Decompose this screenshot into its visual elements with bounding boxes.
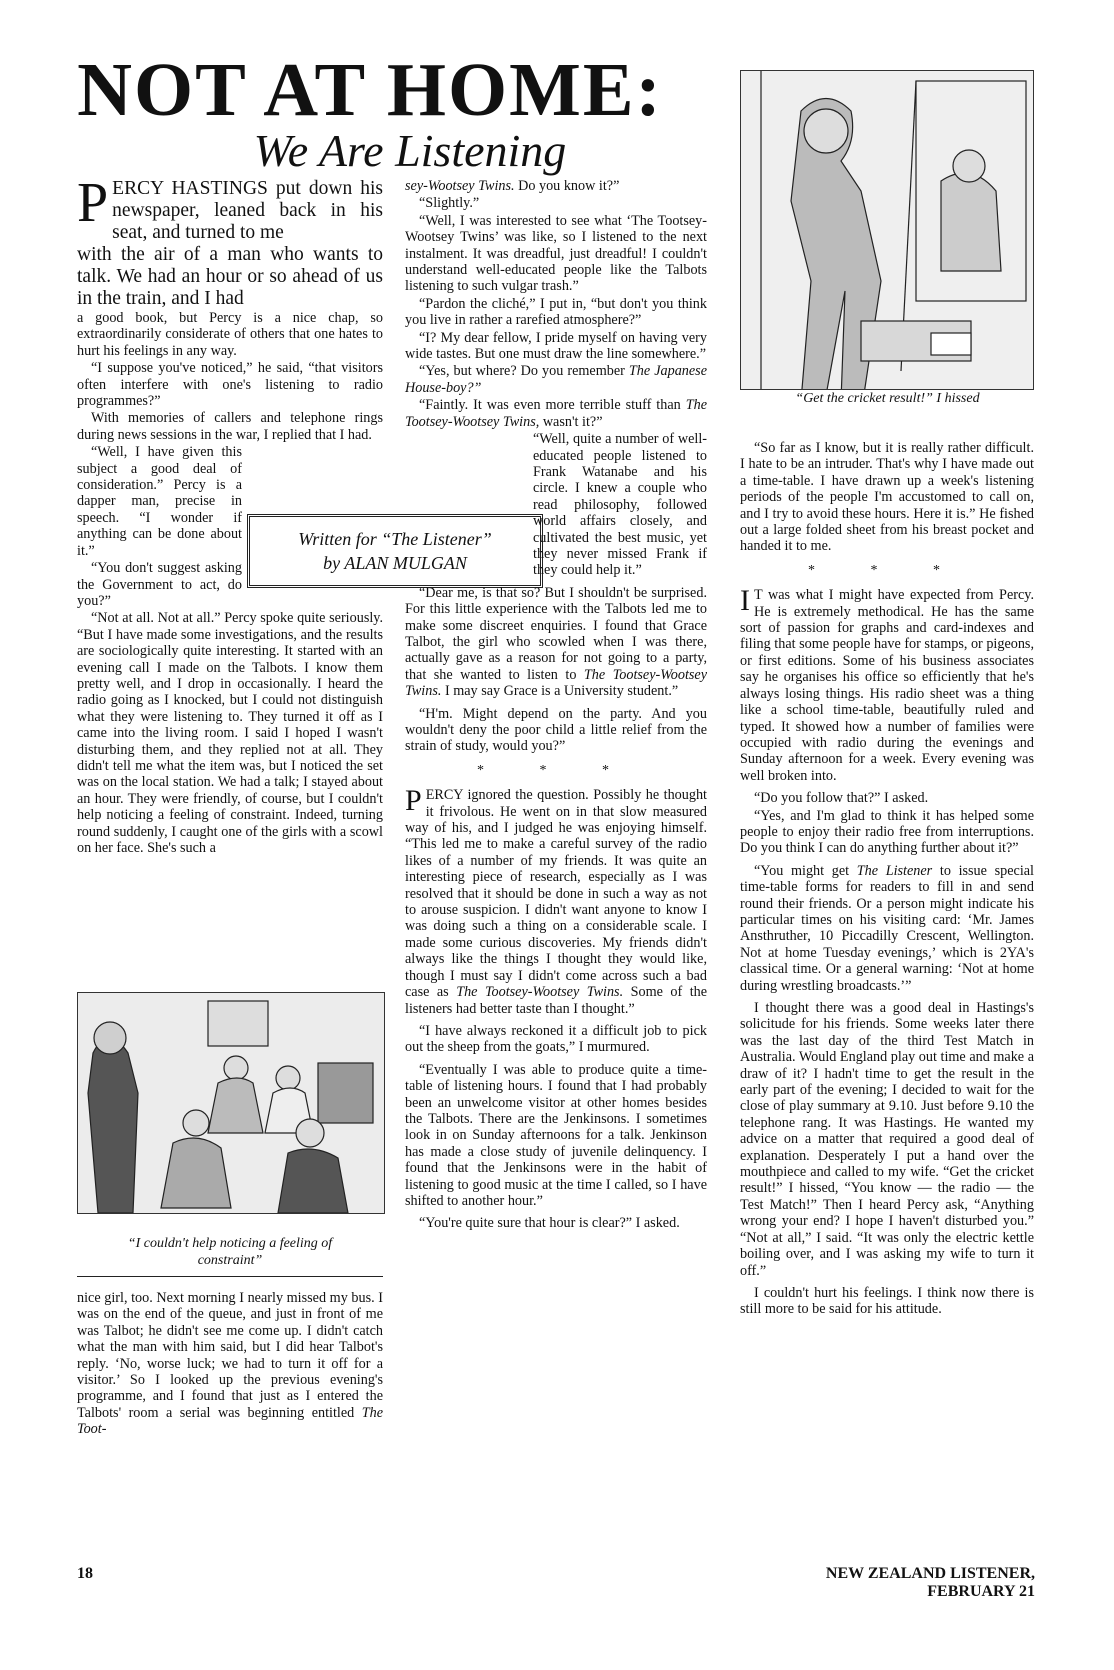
illustration-telephone <box>740 70 1034 390</box>
paragraph: “Yes, but where? Do you remember The Japanese House-boy?” <box>405 363 707 396</box>
page-number: 18 <box>77 1565 93 1582</box>
dropcap-i: I <box>740 584 750 618</box>
paragraph: “So far as I know, but it is really rather difficult. I hate to be an intruder. That's why I have made out a time-table. I have drawn up a week's listening periods of the people I'm accustomed to call on, and I try to avoid these hours. Here it is.” He fished out a large folded sheet from his breast pocket and handed it to me. <box>740 440 1034 555</box>
section-break: * * * <box>477 762 635 778</box>
column-2 <box>405 178 707 1232</box>
paragraph: a good book, but Percy is a nice chap, so extraordinarily considerate of others that one hates to hurt his feelings in any way. <box>77 310 383 359</box>
paragraph: “I have always reckoned it a difficult job to pick out the sheep from the goats,” I murmured. <box>405 1022 707 1056</box>
paragraph: “Do you follow that?” I asked. <box>754 790 929 807</box>
column-1-continued <box>77 1290 383 1438</box>
section-break: * * * <box>808 562 966 578</box>
paragraph: PERCY ignored the question. Possibly he thought it frivolous. He went on in that slow measured way of his, and I judged he was enjoying himself. “This led me to make a careful survey of the radio likes of a number of my friends. It was quite an interesting piece of research, especially as I was resolved that it should be done in such a way as not to arouse suspicion. I didn't want anyone to know I was doing such a thing on a considerable scale. I made some curious discoveries. My friends didn't always like the things I thought they would like, though I must say I didn't come across such a bad case as The Tootsey-Wootsey Twins. Some of the listeners had better taste than I thought.” <box>405 784 708 1017</box>
paragraph: “I? My dear fellow, I pride myself on having very wide tastes. But one must draw the line somewhere.” <box>405 329 707 363</box>
dropcap-p: P <box>405 784 422 818</box>
paragraph: “You might get The Listener to issue special time-table forms for readers to fill in and send round their friends. Or a person might indicate his particular times on his visiting card: ‘Mr. James Ansthruther, 10 Piccadilly Crescent, Wellington. Not at home Tuesday evenings,’ which is 2YA's classical time. Or a general warning: ‘Not at home during wrestling broadcasts.’” <box>740 862 1035 994</box>
paragraph: “Well, I was interested to see what ‘The Tootsey-Wootsey Twins’ was like, so I listened to the next instalment. It was dreadful, just dreadful! I couldn't understand well-educated people like the Talbots listening to such vulgar trash.” <box>405 212 707 295</box>
dropcap-p: P <box>77 172 109 234</box>
family-radio-illustration <box>78 993 384 1213</box>
serial-title: The Japanese House-boy?” <box>405 363 707 396</box>
paragraph: I thought there was a good deal in Hastings's solicitude for his friends. Some weeks later there was the last day of the third Test Match in Australia. Would England play out time and make a draw of it? I hadn't time to get the result in the early part of the evening; I decided to wait for the close of play summary at 9.10. Just before 9.10 the telephone rang. It was Hastings. He wanted my advice on a matter that required a good deal of explanation. Desperately I put a hand over the mouthpiece and called to my wife. “Get the cricket result!” I hissed, “You know — the radio — the Test Match!” Then I heard Percy ask, “Anything wrong your end? I hope I haven't disturbed you.” “Not at all,” I said. “It was only the electric kettle boiling over, and I was asking my wife to turn it off.” <box>740 1000 1034 1279</box>
paragraph: “Yes, and I'm glad to think it has helped some people to enjoy their radio free from interruptions. Do you think I can do anything further about it?” <box>740 807 1034 857</box>
serial-title: The Tootsey-Wootsey Twins. <box>456 984 624 1001</box>
paragraph: “Dear me, is that so? But I shouldn't be surprised. For this little experience with the Talbots led me to make some discreet enquiries. I found that Grace Talbot, the girl who scowled when I was there, actually gave as a reason for not going to a party, that she wanted to listen to The Tootsey-Wootsey Twins. I may say Grace is a University student.” <box>405 584 708 700</box>
paragraph: “Eventually I was able to produce quite a time-table of listening hours. I found that I had probably been an unwelcome visitor at other homes besides the Talbots. There are the Jenkinsons. I sometimes look in on Sunday afternoons for a talk. Jenkinson has made a close study of juvenile delinquency. I found that the Jenkinsons were in the habit of listening to good music at the time I called, so I have shifted to another hour.” <box>405 1061 707 1209</box>
article-subtitle: We Are Listening <box>253 125 567 176</box>
paragraph: nice girl, too. Next morning I nearly missed my bus. I was on the end of the queue, and just in front of me was Talbot; he didn't see me come up. I didn't catch what the man with him said, but I did hear Talbot's reply. ‘No, worse luck; we had to turn it off for a visitor.’ So I looked up the previous evening's programme, and I found that just as I entered the Talbots' room a serial was beginning entitled The Toot- <box>77 1290 383 1438</box>
serial-title: The Tootsey-Wootsey Twins, <box>405 397 707 430</box>
paragraph: “H'm. Might depend on the party. And you wouldn't deny the poor child a little relief from the strain of study, would you?” <box>405 705 707 755</box>
caption-left: “I couldn't help noticing a feeling of constraint” <box>127 1236 333 1268</box>
paragraph: “Slightly.” <box>419 195 480 212</box>
serial-title: The Tootsey-Wootsey Twins. <box>405 666 708 700</box>
credit-line-2: by ALAN MULGAN <box>323 553 467 573</box>
paragraph: With memories of callers and telephone rings during news sessions in the war, I replied that I had. <box>77 410 383 443</box>
serial-title: sey-Wootsey Twins. <box>405 178 515 194</box>
paragraph: I T was what I might have expected from Percy. He is extremely methodical. He has the same sort of passion for graphs and card-indexes and filing that some people have for stamps, or pigeons, or first editions. Some of his business associates say he organises his office so efficiently that he's always losing things. His radio sheet was a thing like a school time-table, beautifully ruled and typed. It showed how a number of families were occupied with radio during the evenings and Sunday afternoon for a week. Every evening was well broken into. <box>740 584 1034 784</box>
paragraph: I couldn't hurt his feelings. I think now there is still more to be said for his attitude. <box>740 1284 1034 1318</box>
divider <box>77 1276 383 1277</box>
paragraph: “You're quite sure that hour is clear?” I asked. <box>419 1215 680 1232</box>
paragraph: “You don't suggest asking the Government to act, do you?” <box>77 560 242 609</box>
column-3 <box>740 440 1034 1318</box>
paragraph: “Well, quite a number of well-educated people listened to Frank Watanabe and his circle. I knew a couple who read philosophy, followed world affairs closely, and cultivated the best music, yet they never missed Frank if they could help it.” <box>533 431 707 579</box>
publication-footer: NEW ZEALAND LISTENER, FEBRUARY 21 <box>825 1565 1035 1600</box>
caption-right: “Get the cricket result!” I hissed <box>795 391 980 406</box>
article-title: NOT AT HOME: <box>77 48 663 132</box>
publication-title: The Listener <box>856 862 933 879</box>
illustration-living-room <box>77 992 385 1214</box>
paragraph: “Not at all. Not at all.” Percy spoke quite seriously. “But I have made some investigations, and the results are sociologically quite interesting. It started with an evening call I made on the Talbots. I know them pretty well, and I drop in occasionally. I heard the radio going as I knocked, but I could not distinguish what they were listening to. They turned it off as I came into the living room. I said I hoped I wasn't disturbing them, and they replied not at all. They didn't tell me what the item was, but I noticed the set was on the local station. We had a talk; I stayed about an hour. They were friendly, of course, but I couldn't help noticing a feeling of constraint. Indeed, turning round suddenly, I caught one of the girls with a scowl on her face. She's such a <box>77 610 383 856</box>
paragraph: “Pardon the cliché,” I put in, “but don't you think you live in rather a rarefied atmosphere?” <box>405 295 707 329</box>
serial-title: The Toot- <box>77 1404 383 1438</box>
lead-text: ERCY HASTINGS put down his newspaper, leaned back in his seat, and turned to me <box>112 178 383 243</box>
lead-text-2: with the air of a man who wants to talk. We had an hour or so ahead of us in the train, and I had <box>77 244 383 309</box>
paragraph: sey-Wootsey Twins. Do you know it?” <box>405 178 620 194</box>
paragraph: “Faintly. It was even more terrible stuff than The Tootsey-Wootsey Twins, wasn't it?” <box>405 397 707 430</box>
credit-line-1: Written for “The Listener” <box>298 529 492 549</box>
man-on-telephone-illustration <box>741 71 1033 389</box>
paragraph: “I suppose you've noticed,” he said, “that visitors often interfere with one's listening to radio programmes?” <box>77 360 383 410</box>
paragraph: “Well, I have given this subject a good deal of consideration.” Percy is a dapper man, precise in speech. “I wonder if anything can be done about it.” <box>77 444 242 559</box>
